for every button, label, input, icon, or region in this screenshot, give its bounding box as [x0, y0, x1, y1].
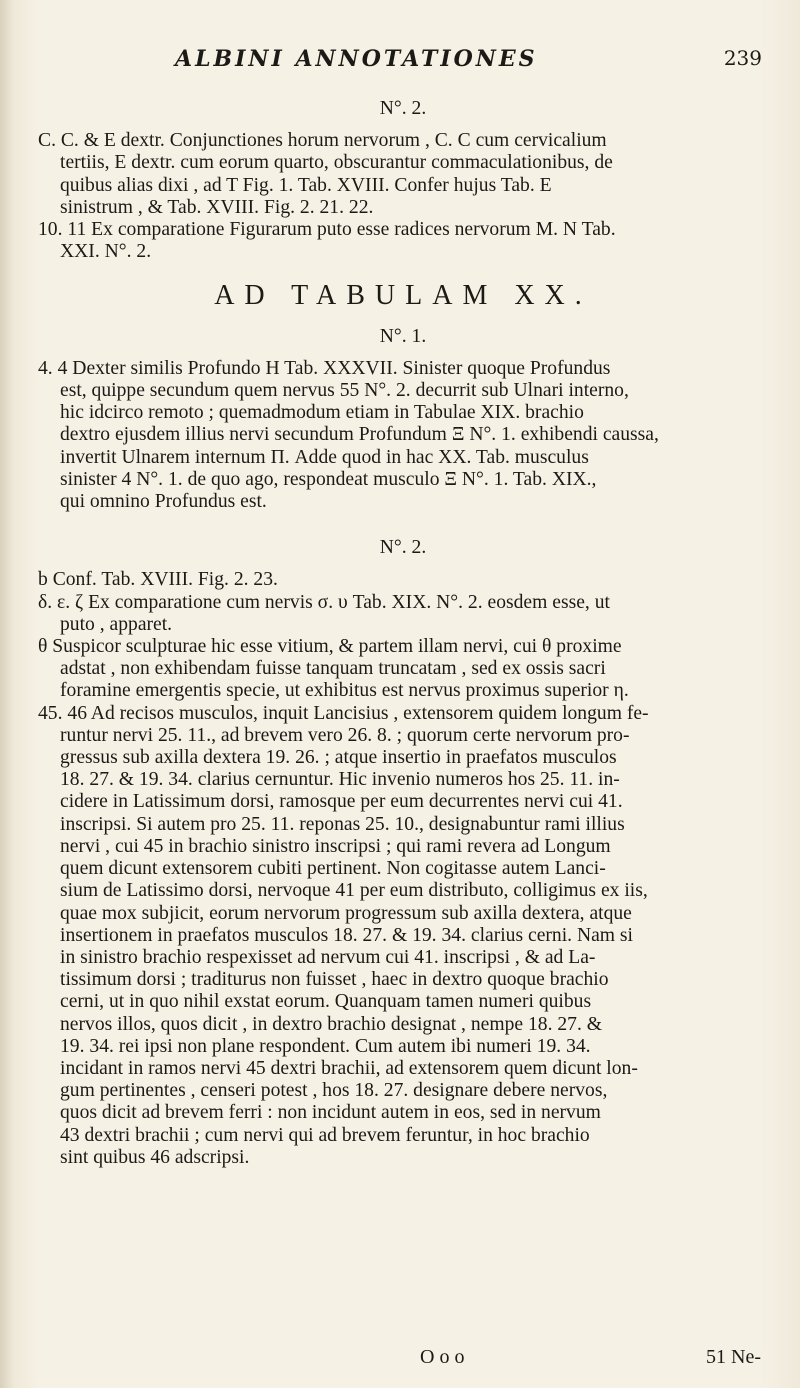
text-line: inscripsi. Si autem pro 25. 11. reponas 25. 10., designabuntur rami illius	[60, 813, 625, 835]
text-line: nervos illos, quos dicit , in dextro brachio designat , nempe 18. 27. &	[60, 1013, 603, 1035]
text-line: sinistrum , & Tab. XVIII. Fig. 2. 21. 22.	[60, 196, 374, 218]
page-number: 239	[723, 46, 762, 70]
text-line: 45. 46 Ad recisos musculos, inquit Lancisius , extensorem quidem longum fe-	[38, 702, 649, 724]
text-line: dextro ejusdem illius nervi secundum Profundum Ξ N°. 1. exhibendi caussa,	[60, 424, 659, 446]
text-line: XXI. N°. 2.	[60, 241, 152, 263]
text-line: tertiis, E dextr. cum eorum quarto, obscurantur commaculationibus, de	[60, 152, 613, 174]
section-heading: AD TABULAM XX.	[214, 280, 592, 312]
text-line: invertit Ulnarem internum Π. Adde quod in hac XX. Tab. musculus	[60, 446, 589, 468]
text-line: 43 dextri brachii ; cum nervi qui ad brevem feruntur, in hoc brachio	[60, 1124, 590, 1146]
text-line: b Conf. Tab. XVIII. Fig. 2. 23.	[38, 569, 278, 591]
text-line: δ. ε. ζ Ex comparatione cum nervis σ. υ Tab. XIX. N°. 2. eosdem esse, ut	[38, 591, 610, 613]
text-line: cidere in Latissimum dorsi, ramosque per eum decurrentes nervi cui 41.	[60, 791, 623, 813]
text-line: gressus sub axilla dextera 19. 26. ; atque insertio in praefatos musculos	[60, 747, 617, 769]
text-line: tissimum dorsi ; traditurus non fuisset , haec in dextro quoque brachio	[60, 969, 609, 991]
text-line: sint quibus 46 adscripsi.	[60, 1146, 250, 1168]
text-line: est, quippe secundum quem nervus 55 N°. 2. decurrit sub Ulnari interno,	[60, 380, 629, 402]
catchword: 51 Ne-	[706, 1346, 761, 1368]
text-line: puto , apparet.	[60, 613, 173, 635]
text-line: runtur nervi 25. 11., ad brevem vero 26. 8. ; quorum certe nervorum pro-	[60, 724, 630, 746]
text-line: hic idcirco remoto ; quemadmodum etiam in Tabulae XIX. brachio	[60, 402, 584, 424]
text-line: 18. 27. & 19. 34. clarius cernuntur. Hic invenio numeros hos 25. 11. in-	[60, 769, 620, 791]
text-line: quae mox subjicit, eorum nervorum progressum sub axilla dextera, atque	[60, 902, 632, 924]
text-line: 4. 4 Dexter similis Profundo H Tab. XXXVII. Sinister quoque Profundus	[38, 357, 611, 379]
number-heading: N°. 2.	[379, 537, 427, 559]
text-line: quibus alias dixi , ad T Fig. 1. Tab. XVIII. Confer hujus Tab. E	[60, 174, 552, 196]
text-line: insertionem in praefatos musculos 18. 27. & 19. 34. clarius cerni. Nam si	[60, 924, 634, 946]
text-line: C. C. & E dextr. Conjunctiones horum nervorum , C. C cum cervicalium	[38, 130, 607, 152]
text-line: θ Suspicor sculpturae hic esse vitium, & partem illam nervi, cui θ proxime	[38, 636, 622, 658]
running-header: ALBINI ANNOTATIONES	[175, 46, 538, 72]
text-line: adstat , non exhibendam fuisse tanquam truncatam , sed ex ossis sacri	[60, 658, 606, 680]
signature-mark: O o o	[420, 1346, 465, 1368]
text-line: quos dicit ad brevem ferri : non incidunt autem in eos, sed in nervum	[60, 1102, 601, 1124]
text-line: nervi , cui 45 in brachio sinistro inscripsi ; qui rami revera ad Longum	[60, 835, 611, 857]
number-heading: N°. 2.	[379, 98, 427, 119]
text-line: qui omnino Profundus est.	[60, 491, 267, 513]
text-body	[38, 92, 768, 1169]
text-line: 10. 11 Ex comparatione Figurarum puto esse radices nervorum M. N Tab.	[38, 219, 616, 241]
number-heading: N°. 1.	[379, 325, 427, 347]
text-line: incidant in ramos nervi 45 dextri brachii, ad extensorem quem dicunt lon-	[60, 1057, 638, 1079]
text-line: quem dicunt extensorem cubiti pertinent. Non cogitasse autem Lanci-	[60, 858, 606, 880]
text-line: sium de Latissimo dorsi, nervoque 41 per eum distributo, colligimus ex iis,	[60, 880, 648, 902]
text-line: 19. 34. rei ipsi non plane respondent. Cum autem ibi numeri 19. 34.	[60, 1035, 591, 1057]
text-line: gum pertinentes , censeri potest , hos 18. 27. designare debere nervos,	[60, 1080, 608, 1102]
text-line: in sinistro brachio respexisset ad nervum cui 41. inscripsi , & ad La-	[60, 946, 596, 968]
text-line: cerni, ut in quo nihil exstat eorum. Quanquam tamen numeri quibus	[60, 991, 592, 1013]
text-line: foramine emergentis specie, ut exhibitus est nervus proximus superior η.	[60, 680, 629, 702]
text-line: sinister 4 N°. 1. de quo ago, respondeat musculo Ξ N°. 1. Tab. XIX.,	[60, 468, 597, 490]
